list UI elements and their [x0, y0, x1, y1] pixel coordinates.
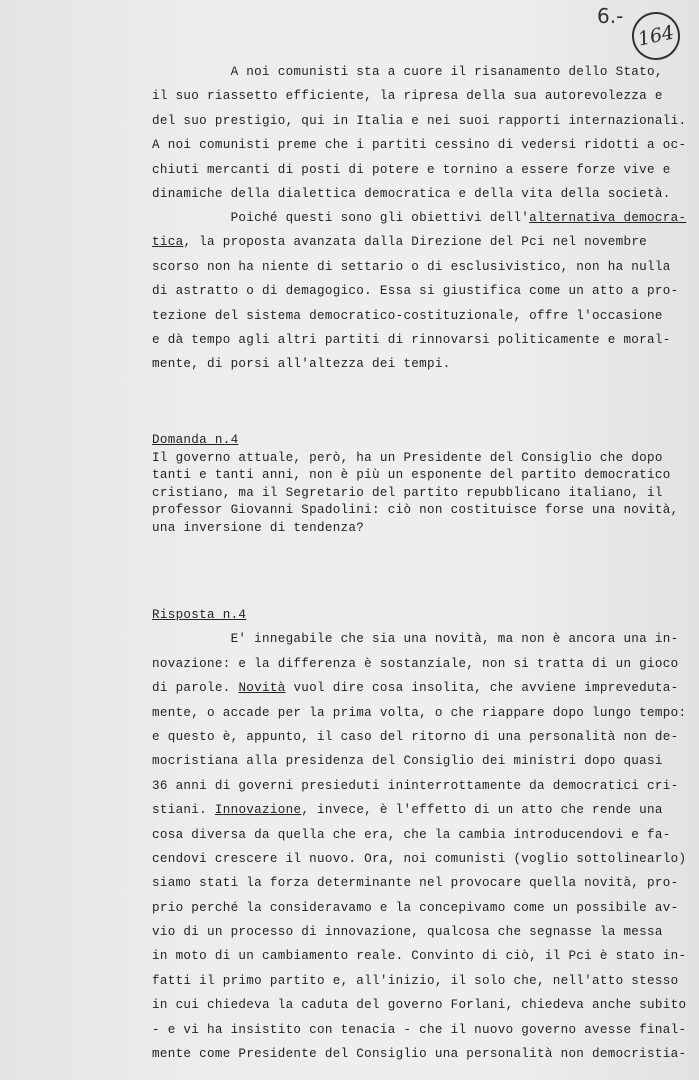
text-line: del suo prestigio, qui in Italia e nei suoi rapporti internazionali.	[152, 113, 687, 128]
text-line: cosa diversa da quella che era, che la cambia introducendovi e fa-	[152, 827, 671, 842]
text-segment: di parole.	[152, 681, 239, 696]
text-line: tezione del sistema democratico-costituzionale, offre l'occasione	[152, 308, 663, 323]
text-line: dinamiche della dialettica democratica e della vita della società.	[152, 186, 671, 201]
answer-block	[152, 603, 687, 1066]
text-line: fatti il primo partito e, all'inizio, il solo che, nell'atto stesso	[152, 973, 679, 988]
text-line: in moto di un cambiamento reale. Convinto di ciò, il Pci è stato in-	[152, 949, 687, 964]
text-line: prio perché la consideravamo e la concepivamo come un possibile av-	[152, 900, 679, 915]
text-line: cristiano, ma il Segretario del partito repubblicano italiano, il	[152, 485, 663, 500]
text-line: mocristiana alla presidenza del Consiglio dei ministri dopo quasi	[152, 754, 663, 769]
text-line: 36 anni di governi presieduti ininterrottamente da democratici cri-	[152, 778, 679, 793]
text-line: e questo è, appunto, il caso del ritorno di una personalità non de-	[152, 729, 679, 744]
text-line: mente come Presidente del Consiglio una personalità non democristia-	[152, 1047, 687, 1062]
text-line: - e vi ha insistito con tenacia - che il nuovo governo avesse final-	[152, 1022, 687, 1037]
page-number: 6.-	[597, 4, 624, 28]
paragraph-1	[152, 60, 687, 206]
text-segment: stiani.	[152, 803, 215, 818]
text-line: novazione: e la differenza è sostanziale, non si tratta di un gioco	[152, 656, 679, 671]
text-line: di astratto o di demagogico. Essa si giustifica come un atto a pro-	[152, 284, 679, 299]
text-line: chiuti mercanti di posti di potere e tornino a essere forze vive e	[152, 162, 671, 177]
text-line: in cui chiedeva la caduta del governo Forlani, chiedeva anche subito	[152, 998, 687, 1013]
text-line: il suo riassetto efficiente, la ripresa della sua autorevolezza e	[152, 89, 663, 104]
text-line: siamo stati la forza determinante nel provocare quella novità, pro-	[152, 876, 679, 891]
text-line: A noi comunisti sta a cuore il risanamento dello Stato,	[152, 65, 663, 79]
text-line	[152, 798, 663, 822]
archive-stamp: 164	[628, 8, 685, 65]
text-segment: , la proposta avanzata dalla Direzione del Pci nel novembre	[183, 235, 648, 250]
underlined-term: alternativa democra-	[529, 211, 687, 225]
text-line: Il governo attuale, però, ha un Presidente del Consiglio che dopo	[152, 450, 663, 465]
answer-heading: Risposta n.4	[152, 608, 247, 622]
text-line: professor Giovanni Spadolini: ciò non costituisce forse una novità,	[152, 503, 679, 518]
text-line	[152, 206, 687, 230]
text-segment: vuol dire cosa insolita, che avviene impreveduta-	[285, 681, 679, 696]
text-segment: , invece, è l'effetto di un atto che rende una	[301, 803, 663, 818]
text-line: e dà tempo agli altri partiti di rinnovarsi politicamente e moral-	[152, 332, 671, 347]
text-line: E' innegabile che sia una novità, ma non è ancora una in-	[152, 632, 679, 647]
text-line: mente, o accade per la prima volta, o che riappare dopo lungo tempo:	[152, 705, 687, 720]
question-heading: Domanda n.4	[152, 433, 239, 447]
text-line	[152, 230, 652, 254]
text-line: tanti e tanti anni, non è più un esponente del partito democratico	[152, 468, 671, 483]
text-segment: Poiché questi sono gli obiettivi dell'	[152, 211, 530, 225]
text-line	[152, 676, 679, 700]
text-line: A noi comunisti preme che i partiti cessino di vedersi ridotti a oc-	[152, 138, 687, 153]
paragraph-2	[152, 206, 687, 377]
underlined-term: Innovazione	[214, 803, 302, 818]
text-line: mente, di porsi all'altezza dei tempi.	[152, 357, 451, 372]
question-block	[152, 432, 679, 538]
text-line: cendovi crescere il nuovo. Ora, noi comunisti (voglio sottolinearlo)	[152, 851, 687, 866]
underlined-term: Novità	[238, 681, 286, 696]
text-line: vio di un processo di innovazione, qualcosa che segnasse la messa	[152, 925, 663, 940]
underlined-term: tica	[152, 235, 184, 250]
text-line: scorso non ha niente di settario o di esclusivistico, non ha nulla	[152, 259, 671, 274]
text-line: una inversione di tendenza?	[152, 520, 365, 535]
